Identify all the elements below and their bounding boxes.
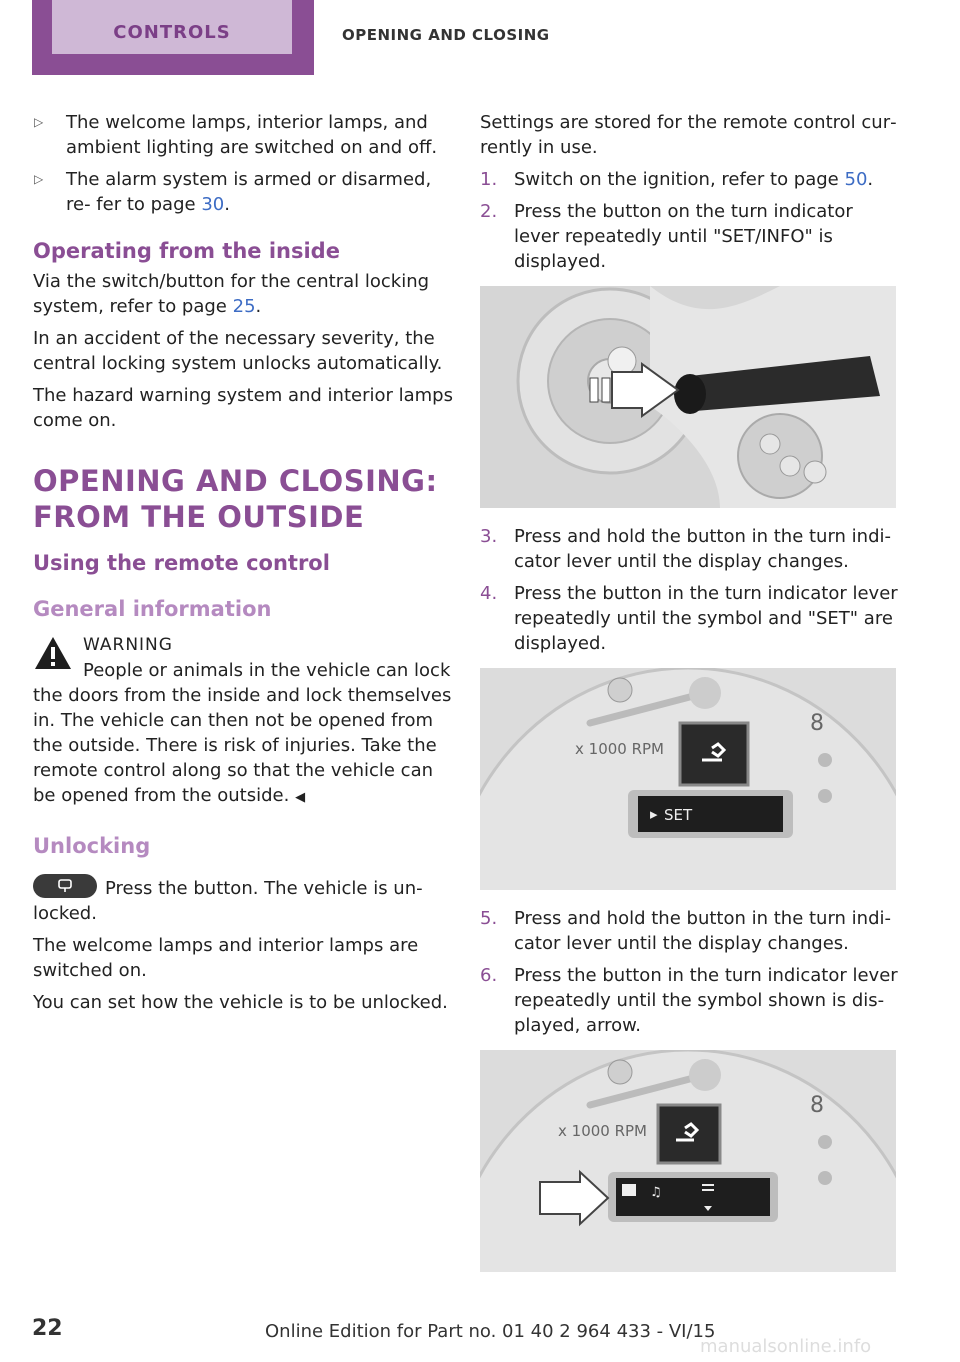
- svg-text:♫: ♫: [650, 1185, 662, 1200]
- paragraph: You can set how the vehicle is to be unlocked.: [33, 992, 448, 1013]
- paragraph: Settings are stored for the remote control cur‐ rently in use.: [480, 112, 897, 158]
- triangle-bullet-icon: ▷: [34, 172, 44, 186]
- right-column: [480, 110, 900, 1288]
- paragraph: Via the switch/button for the central locking system, refer to page 25.: [33, 271, 430, 317]
- set-label: SET: [664, 806, 693, 824]
- section-title: OPENING AND CLOSING: [342, 26, 550, 44]
- warning-text: the doors from the inside and lock themselves in. The vehicle can then not be opened from the outside. There is risk of injuries. Take the remote control along so that the vehicle can be opened from the outside. ◀: [33, 685, 452, 806]
- list-item: ▷ The welcome lamps, interior lamps, and ambient lighting are switched on and off.: [34, 112, 438, 158]
- triangle-bullet-icon: ▷: [34, 115, 44, 129]
- figure-display-arrow: [480, 1050, 896, 1272]
- chapter-tab: CONTROLS: [52, 0, 292, 54]
- paragraph: In an accident of the necessary severity, the central locking system unlocks automatically.: [33, 328, 443, 374]
- list-item: ▷ The alarm system is armed or disarmed, re‐ fer to page 30.: [34, 169, 432, 215]
- step-item: 4. Press the button in the turn indicator lever repeatedly until the symbol and "SET" are displayed.: [480, 583, 898, 654]
- main-heading: OPENING AND CLOSING: FROM THE OUTSIDE: [33, 464, 438, 534]
- step-item: 6. Press the button in the turn indicator lever repeatedly until the symbol shown is dis‐ played, arrow.: [480, 965, 898, 1036]
- heading-general-information: General information: [33, 597, 272, 621]
- step-item: 3. Press and hold the button in the turn indi‐ cator lever until the display changes.: [480, 526, 892, 572]
- figure-turn-indicator-lever: [480, 286, 896, 508]
- page-link[interactable]: 30: [201, 194, 225, 215]
- warning-first-line: People or animals in the vehicle can lock: [83, 660, 451, 681]
- edition-footer: Online Edition for Part no. 01 40 2 964 433 - VI/15: [265, 1321, 716, 1342]
- warning-box: [33, 633, 453, 810]
- step-item: 2. Press the button on the turn indicator lever repeatedly until "SET/INFO" is displayed.: [480, 201, 853, 272]
- warning-triangle-icon: [33, 635, 73, 671]
- heading-unlocking: Unlocking: [33, 834, 151, 858]
- watermark: manualsonline.info: [700, 1336, 872, 1357]
- heading-remote-control: Using the remote control: [33, 551, 330, 575]
- step-item: 5. Press and hold the button in the turn indi‐ cator lever until the display changes.: [480, 908, 892, 954]
- paragraph: Press the button. The vehicle is un‐ locked.: [33, 874, 453, 926]
- subheading-operating-inside: Operating from the inside: [33, 239, 340, 263]
- warning-title: WARNING: [83, 635, 173, 655]
- paragraph: The welcome lamps and interior lamps are switched on.: [33, 935, 419, 981]
- paragraph: The hazard warning system and interior lamps come on.: [33, 385, 453, 431]
- svg-text:▸: ▸: [650, 805, 658, 823]
- figure-display-set: [480, 668, 896, 890]
- svg-text:8: 8: [810, 1093, 824, 1118]
- rpm-label: x 1000 RPM: [575, 740, 664, 758]
- svg-text:8: 8: [810, 711, 824, 736]
- page-link[interactable]: 25: [232, 296, 256, 317]
- left-column: [33, 110, 453, 1022]
- unlock-button-icon: [33, 874, 97, 898]
- rpm-label: x 1000 RPM: [558, 1122, 647, 1140]
- step-item: 1. Switch on the ignition, refer to page 50.: [480, 169, 874, 190]
- page-number: 22: [32, 1316, 63, 1341]
- page-link[interactable]: 50: [844, 169, 868, 190]
- end-mark: ◀: [295, 790, 306, 805]
